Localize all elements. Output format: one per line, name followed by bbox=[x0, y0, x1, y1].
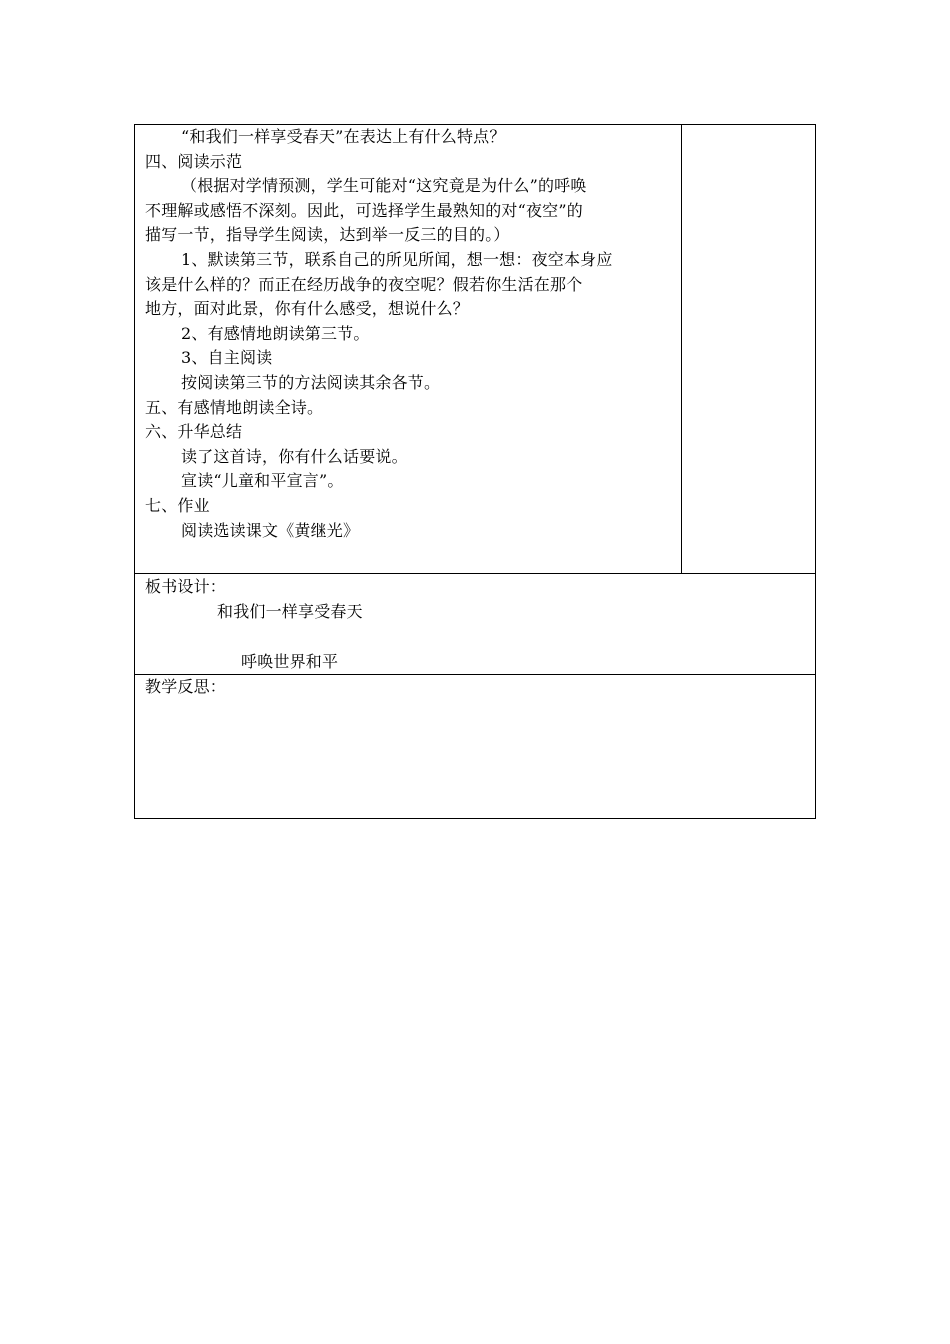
board-spacer bbox=[145, 624, 807, 649]
lesson-line: 按阅读第三节的方法阅读其余各节。 bbox=[181, 372, 441, 392]
reflection-row bbox=[135, 675, 816, 819]
board-title: 和我们一样享受春天 bbox=[217, 602, 363, 621]
lesson-line: 四、阅读示范 bbox=[145, 151, 243, 171]
lesson-line: 阅读选读课文《黄继光》 bbox=[181, 520, 360, 540]
lesson-line: “和我们一样享受春天”在表达上有什么特点？ bbox=[181, 127, 506, 146]
lesson-line: 1、默读第三节，联系自己的所见所闻，想一想：夜空本身应 bbox=[181, 249, 613, 269]
lesson-line: 地方，面对此景，你有什么感受，想说什么？ bbox=[145, 299, 470, 319]
lesson-line: 不理解或感悟不深刻。因此，可选择学生最熟知的对“夜空”的 bbox=[145, 200, 583, 220]
board-design-cell bbox=[135, 574, 816, 675]
lesson-content-cell bbox=[135, 125, 682, 574]
lesson-line: 读了这首诗，你有什么话要说。 bbox=[181, 446, 408, 466]
board-subtitle: 呼唤世界和平 bbox=[241, 652, 339, 671]
reflection-cell bbox=[135, 675, 816, 819]
lesson-row bbox=[135, 125, 816, 574]
lesson-line: 描写一节，指导学生阅读，达到举一反三的目的。） bbox=[145, 225, 510, 245]
lesson-line: 七、作业 bbox=[145, 495, 210, 515]
lesson-lines bbox=[135, 125, 681, 543]
lesson-line: 五、有感情地朗读全诗。 bbox=[145, 397, 324, 417]
lesson-line: （根据对学情预测，学生可能对“这究竟是为什么”的呼唤 bbox=[181, 176, 587, 196]
notes-cell bbox=[681, 125, 815, 574]
lesson-line: 宣读“儿童和平宣言”。 bbox=[181, 471, 344, 491]
lesson-plan-table bbox=[134, 124, 816, 819]
lesson-line: 该是什么样的？而正在经历战争的夜空呢？假若你生活在那个 bbox=[145, 274, 583, 294]
lesson-line: 3、自主阅读 bbox=[181, 348, 273, 368]
board-row bbox=[135, 574, 816, 675]
lesson-line: 六、升华总结 bbox=[145, 422, 243, 442]
board-heading: 板书设计： bbox=[145, 577, 227, 596]
lesson-line: 2、有感情地朗读第三节。 bbox=[181, 323, 370, 343]
reflection-heading: 教学反思： bbox=[145, 677, 227, 696]
